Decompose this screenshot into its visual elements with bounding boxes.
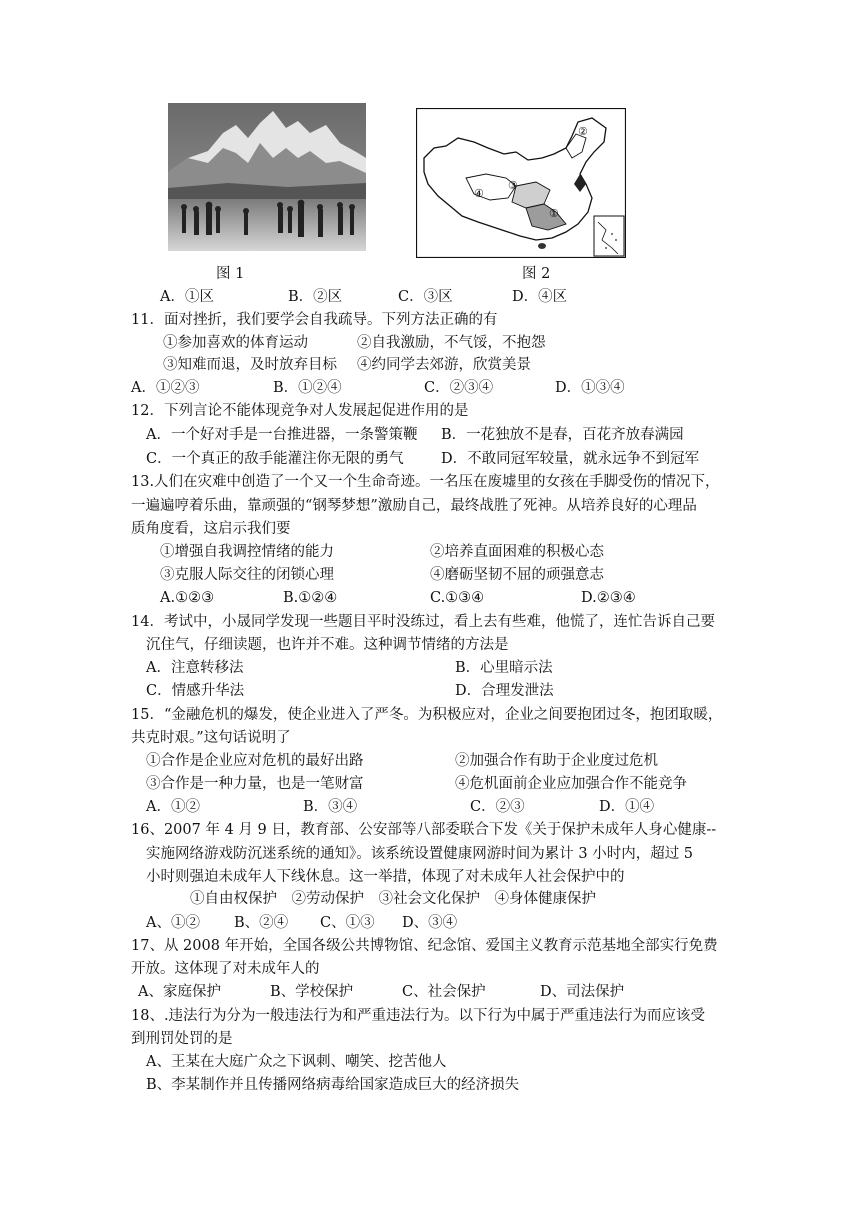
map-label-1: ① [549, 207, 559, 220]
q13-option-a: A.①②③ [160, 590, 215, 606]
q12-option-a: A．一个好对手是一台推进器，一条警策鞭 [146, 427, 418, 443]
q10-option-c: C．③区 [398, 289, 453, 305]
q11-item-1: ①参加喜欢的体育运动 [163, 335, 308, 351]
q13-stem-line-3: 质角度看，这启示我们要 [131, 521, 291, 537]
q13-stem-line-1: 13.人们在灾难中创造了一个又一个生命奇迹。一名压在废墟里的女孩在手脚受伤的情况下， [131, 474, 720, 490]
q11-stem: 11．面对挫折，我们要学会自我疏导。下列方法正确的有 [131, 312, 498, 328]
q18-option-b: B、李某制作并且传播网络病毒给国家造成巨大的经济损失 [146, 1077, 520, 1093]
q17-option-b: B、学校保护 [270, 984, 354, 1000]
map-label-2: ② [578, 125, 588, 138]
q12-option-d: D．不敢同冠军较量，就永远争不到冠军 [441, 451, 700, 467]
q11-item-2: ②自我激励，不气馁，不抱怨 [357, 335, 546, 351]
q13-item-2: ②培养直面困难的积极心态 [430, 544, 604, 560]
q14-stem-line-1: 14．考试中，小晟同学发现一些题目平时没练过，看上去有些难，他慌了，连忙告诉自己要 [131, 614, 715, 630]
q17-stem-line-1: 17、从 2008 年开始，全国各级公共博物馆、纪念馆、爱国主义教育示范基地全部实行免费 [131, 938, 718, 954]
map-label-4: ④ [474, 187, 484, 200]
map-label-3: ③ [508, 179, 518, 192]
q15-item-2: ②加强合作有助于企业度过危机 [455, 753, 658, 769]
q16-option-d: D、③④ [402, 915, 458, 931]
q11-option-c: C．②③④ [424, 380, 494, 396]
q13-item-1: ①增强自我调控情绪的能力 [160, 544, 334, 560]
q17-option-a: A、家庭保护 [138, 984, 221, 1000]
q16-option-b: B、②④ [234, 915, 289, 931]
q13-option-b: B.①②④ [283, 590, 338, 606]
q11-item-3: ③知难而退，及时放弃目标 [163, 357, 337, 373]
q12-option-c: C．一个真正的敌手能灌注你无限的勇气 [146, 451, 404, 467]
q18-stem-line-1: 18、.违法行为分为一般违法行为和严重违法行为。以下行为中属于严重违法行为而应该受 [131, 1008, 706, 1024]
figure-1-caption: 图 1 [216, 266, 245, 282]
q15-item-3: ③合作是一种力量，也是一笔财富 [146, 776, 364, 792]
q15-item-1: ①合作是企业应对危机的最好出路 [146, 753, 364, 769]
q13-option-c: C.①③④ [430, 590, 485, 606]
q16-option-a: A、①② [146, 915, 200, 931]
q13-item-4: ④磨砺坚韧不屈的顽强意志 [430, 567, 604, 583]
q11-item-4: ④约同学去郊游，欣赏美景 [357, 357, 531, 373]
q18-stem-line-2: 到刑罚处罚的是 [131, 1031, 233, 1047]
q18-option-a: A、王某在大庭广众之下讽刺、嘲笑、挖苦他人 [146, 1054, 447, 1070]
q13-option-d: D.②③④ [581, 590, 636, 606]
q15-stem-line-2: 共克时艰。”这句话说明了 [131, 730, 291, 746]
q11-option-a: A．①②③ [131, 380, 200, 396]
figure-2-map [416, 108, 626, 258]
q15-option-a: A．①② [146, 799, 200, 815]
q17-option-d: D、司法保护 [540, 984, 625, 1000]
q14-stem-line-2: 沉住气，仔细读题，也许并不难。这种调节情绪的方法是 [146, 637, 509, 653]
q10-option-d: D．④区 [512, 289, 568, 305]
q14-option-b: B．心里暗示法 [455, 660, 553, 676]
q13-item-3: ③克服人际交往的闭锁心理 [160, 567, 334, 583]
q16-stem-line-1: 16、2007 年 4 月 9 日，教育部、公安部等八部委联合下发《关于保护未成年人身心健康-- [131, 822, 717, 838]
q17-option-c: C、社会保护 [402, 984, 486, 1000]
q14-option-c: C．情感升华法 [146, 683, 245, 699]
q16-stem-line-2: 实施网络游戏防沉迷系统的通知》。该系统设置健康网游时间为累计 3 小时内，超过 5 [146, 846, 694, 862]
q10-option-a: A．①区 [160, 289, 214, 305]
figure-2-caption: 图 2 [522, 266, 551, 282]
q16-items: ①自由权保护 ②劳动保护 ③社会文化保护 ④身体健康保护 [190, 891, 596, 907]
q15-option-b: B．③④ [303, 799, 358, 815]
q15-stem-line-1: 15．“金融危机的爆发，使企业进入了严冬。为积极应对，企业之间要抱团过冬，抱团取暖， [131, 707, 723, 723]
q15-item-4: ④危机面前企业应加强合作不能竞争 [455, 776, 687, 792]
q15-option-c: C．②③ [470, 799, 525, 815]
q16-stem-line-3: 小时则强迫未成年人下线休息。这一举措，体现了对未成年人社会保护中的 [146, 869, 625, 885]
q17-stem-line-2: 开放。这体现了对未成年人的 [131, 961, 320, 977]
q11-option-d: D．①③④ [555, 380, 625, 396]
q14-option-a: A．注意转移法 [146, 660, 244, 676]
figure-1-photo [168, 103, 366, 251]
q16-option-c: C、①③ [320, 915, 375, 931]
q15-option-d: D．①④ [599, 799, 655, 815]
q12-stem: 12．下列言论不能体现竞争对人发展起促进作用的是 [131, 403, 469, 419]
q11-option-b: B．①②④ [273, 380, 342, 396]
q14-option-d: D．合理发泄法 [455, 683, 554, 699]
q12-option-b: B．一花独放不是春，百花齐放春满园 [441, 427, 684, 443]
q10-option-b: B．②区 [288, 289, 343, 305]
q13-stem-line-2: 一遍遍哼着乐曲，靠顽强的“钢琴梦想”激励自己，最终战胜了死神。从培养良好的心理品 [131, 498, 697, 514]
